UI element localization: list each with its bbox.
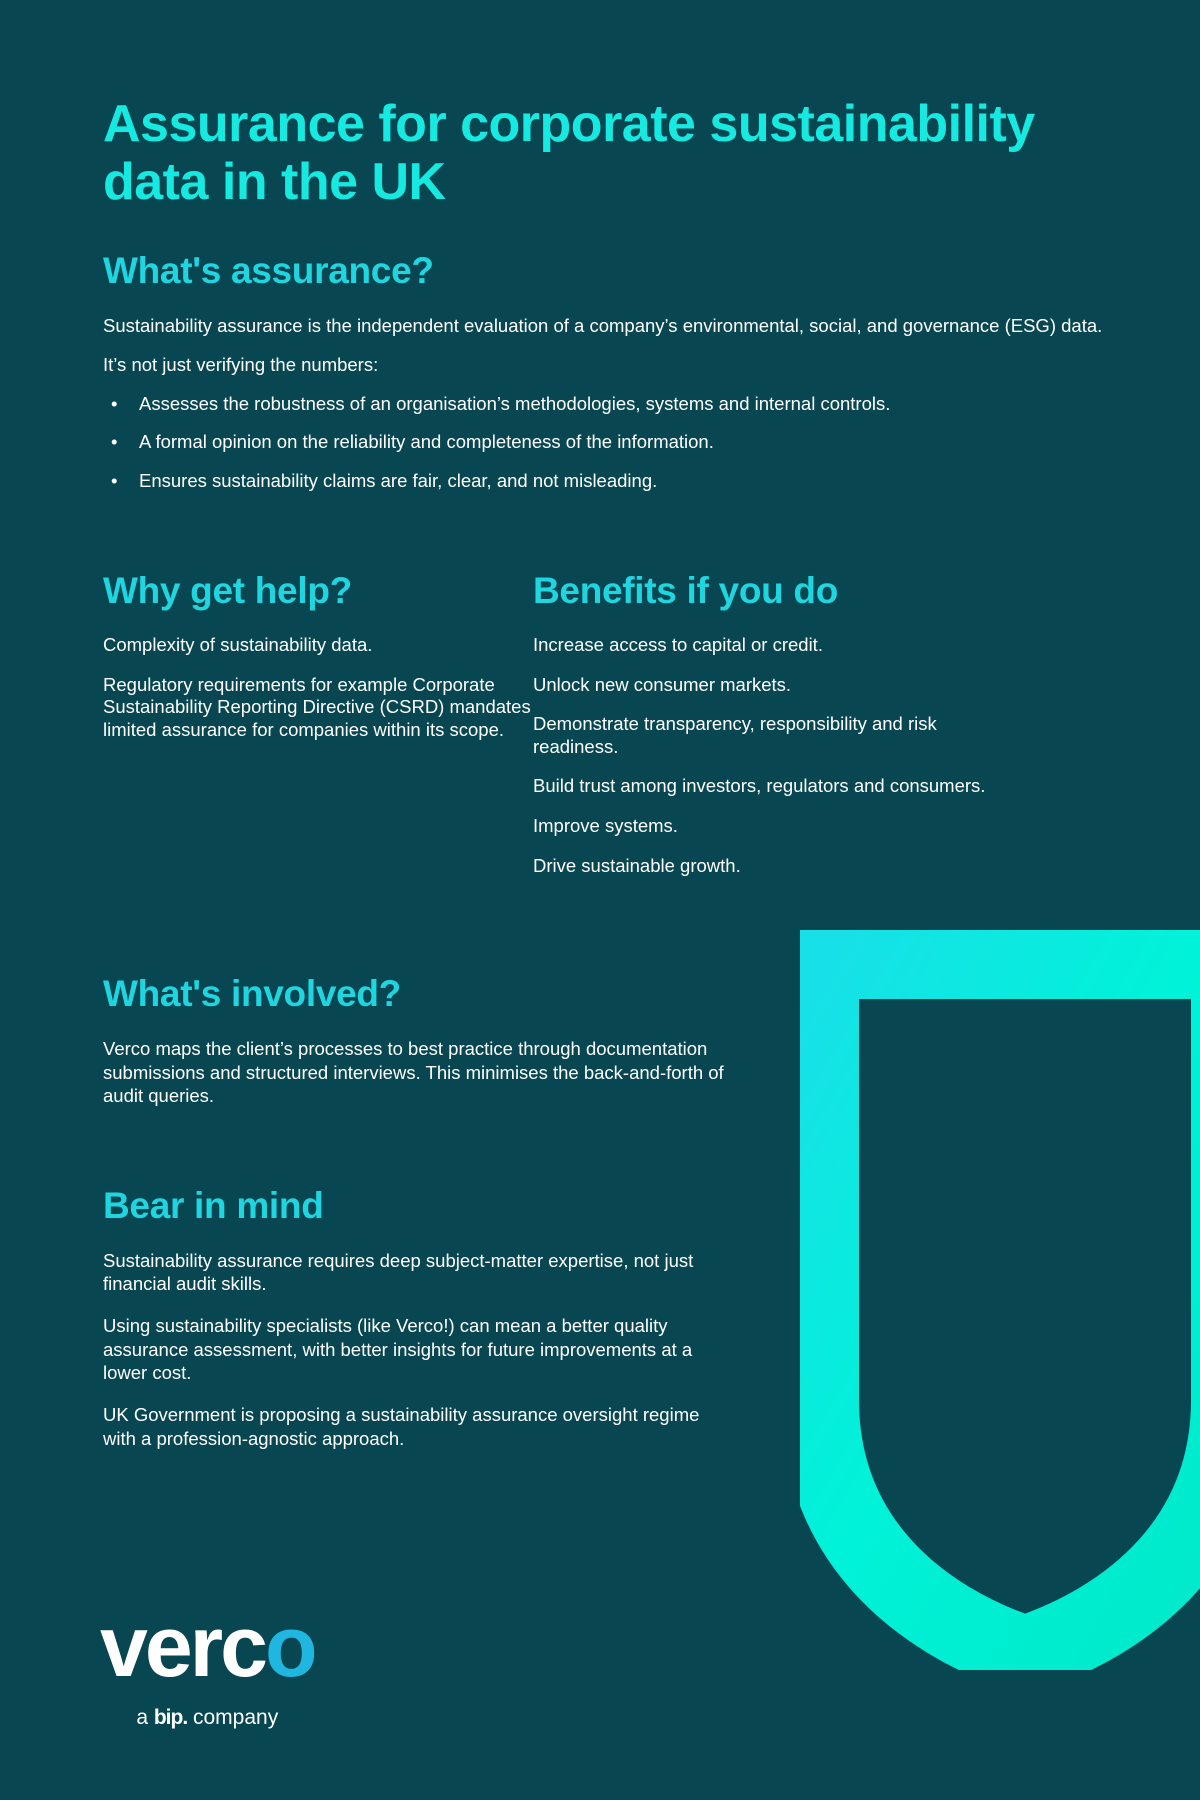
why-help-item: Regulatory requirements for example Corporate Sustainability Reporting Directive (CSRD) mandates limited assurance for companies within its scope. bbox=[103, 673, 531, 740]
section-heading-benefits: Benefits if you do bbox=[533, 569, 838, 611]
logo-tagline-prefix: a bbox=[136, 1706, 154, 1729]
logo-tagline-brand: bip. bbox=[153, 1706, 188, 1729]
assurance-bullet-list bbox=[103, 392, 1103, 493]
involved-body: Verco maps the client’s processes to best practice through documentation submissions and structured interviews. This minimises the back-and-forth of audit queries. bbox=[103, 1037, 724, 1107]
benefit-item: Drive sustainable growth. bbox=[533, 854, 741, 876]
benefit-item: Build trust among investors, regulators and consumers. bbox=[533, 775, 986, 797]
assurance-lead: It’s not just verifying the numbers: bbox=[103, 353, 379, 375]
logo-wordmark bbox=[100, 1599, 315, 1695]
list-item bbox=[103, 430, 1103, 454]
bullet-icon: • bbox=[111, 431, 118, 453]
section-heading-bear-in-mind: Bear in mind bbox=[103, 1184, 324, 1226]
list-item bbox=[103, 392, 1103, 416]
logo-wordmark-main: verc bbox=[100, 1599, 265, 1695]
assurance-intro: Sustainability assurance is the independent evaluation of a company’s environmental, social, and governance (ESG) data. bbox=[103, 315, 1103, 337]
section-heading-assurance: What's assurance? bbox=[103, 250, 434, 292]
section-whats-assurance bbox=[103, 251, 1200, 492]
bullet-icon: • bbox=[111, 469, 118, 491]
list-item bbox=[103, 469, 1103, 493]
why-help-item: Complexity of sustainability data. bbox=[103, 634, 373, 656]
section-benefits bbox=[533, 571, 1003, 895]
list-item-label: A formal opinion on the reliability and completeness of the information. bbox=[139, 431, 714, 453]
list-item-label: Ensures sustainability claims are fair, clear, and not misleading. bbox=[139, 469, 658, 491]
logo-tagline-suffix: company bbox=[187, 1706, 279, 1729]
section-whats-involved bbox=[103, 974, 1200, 1108]
benefit-item: Improve systems. bbox=[533, 815, 678, 837]
bear-in-mind-item: Using sustainability specialists (like Verco!) can mean a better quality assurance assessment, with better insights for future improvements at a lower cost. bbox=[103, 1314, 693, 1384]
section-why-get-help bbox=[103, 571, 533, 895]
verco-logo bbox=[100, 1599, 315, 1730]
section-bear-in-mind bbox=[103, 1186, 1200, 1450]
section-heading-why-help: Why get help? bbox=[103, 569, 352, 611]
bullet-icon: • bbox=[111, 392, 118, 414]
benefit-item: Demonstrate transparency, responsibility and risk readiness. bbox=[533, 713, 937, 757]
section-heading-involved: What's involved? bbox=[103, 973, 401, 1015]
bear-in-mind-item: UK Government is proposing a sustainability assurance oversight regime with a profession-agnostic approach. bbox=[103, 1403, 700, 1449]
logo-wordmark-accent: o bbox=[264, 1599, 315, 1695]
benefit-item: Increase access to capital or credit. bbox=[533, 634, 823, 656]
section-two-column bbox=[103, 571, 1200, 895]
logo-tagline bbox=[100, 1706, 315, 1730]
bear-in-mind-item: Sustainability assurance requires deep subject-matter expertise, not just financial audit skills. bbox=[103, 1249, 694, 1295]
page-title: Assurance for corporate sustainability data in the UK bbox=[103, 95, 1035, 212]
list-item-label: Assesses the robustness of an organisation’s methodologies, systems and internal controls. bbox=[139, 392, 891, 414]
benefit-item: Unlock new consumer markets. bbox=[533, 673, 792, 695]
